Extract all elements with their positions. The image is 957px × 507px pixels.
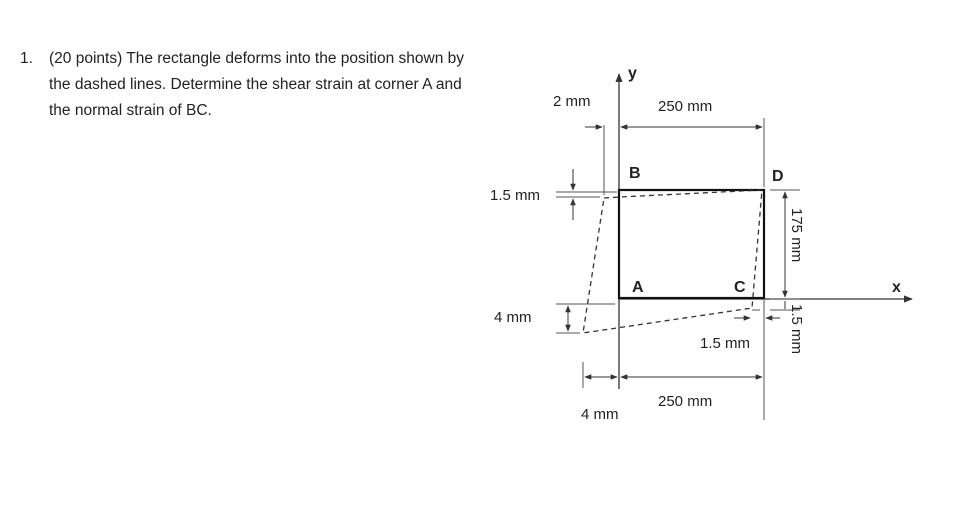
problem-number: 1. — [20, 50, 33, 67]
label-dim-height: 175 mm — [788, 208, 805, 263]
label-dim-c-drop: 1.5 mm — [788, 304, 805, 355]
label-y-axis: y — [628, 65, 637, 82]
label-dim-a-drop: 4 mm — [494, 309, 532, 326]
label-dim-top-width: 250 mm — [658, 98, 713, 115]
label-dim-a-shift: 4 mm — [581, 406, 619, 423]
label-point-b: B — [629, 165, 641, 182]
problem-text: (20 points) The rectangle deforms into the position shown by the dashed lines. Determine the shear strain at corner A and the normal strain of BC. — [49, 50, 465, 119]
label-dim-top-shift: 2 mm — [553, 93, 591, 110]
label-point-d: D — [772, 168, 784, 185]
label-point-c: C — [734, 279, 746, 296]
deformed-shape — [583, 190, 762, 333]
label-x-axis: x — [892, 279, 901, 296]
label-point-a: A — [632, 279, 644, 296]
label-dim-bottom-width: 250 mm — [658, 393, 713, 410]
label-dim-b-drop: 1.5 mm — [490, 187, 541, 204]
label-dim-c-shift: 1.5 mm — [700, 335, 751, 352]
